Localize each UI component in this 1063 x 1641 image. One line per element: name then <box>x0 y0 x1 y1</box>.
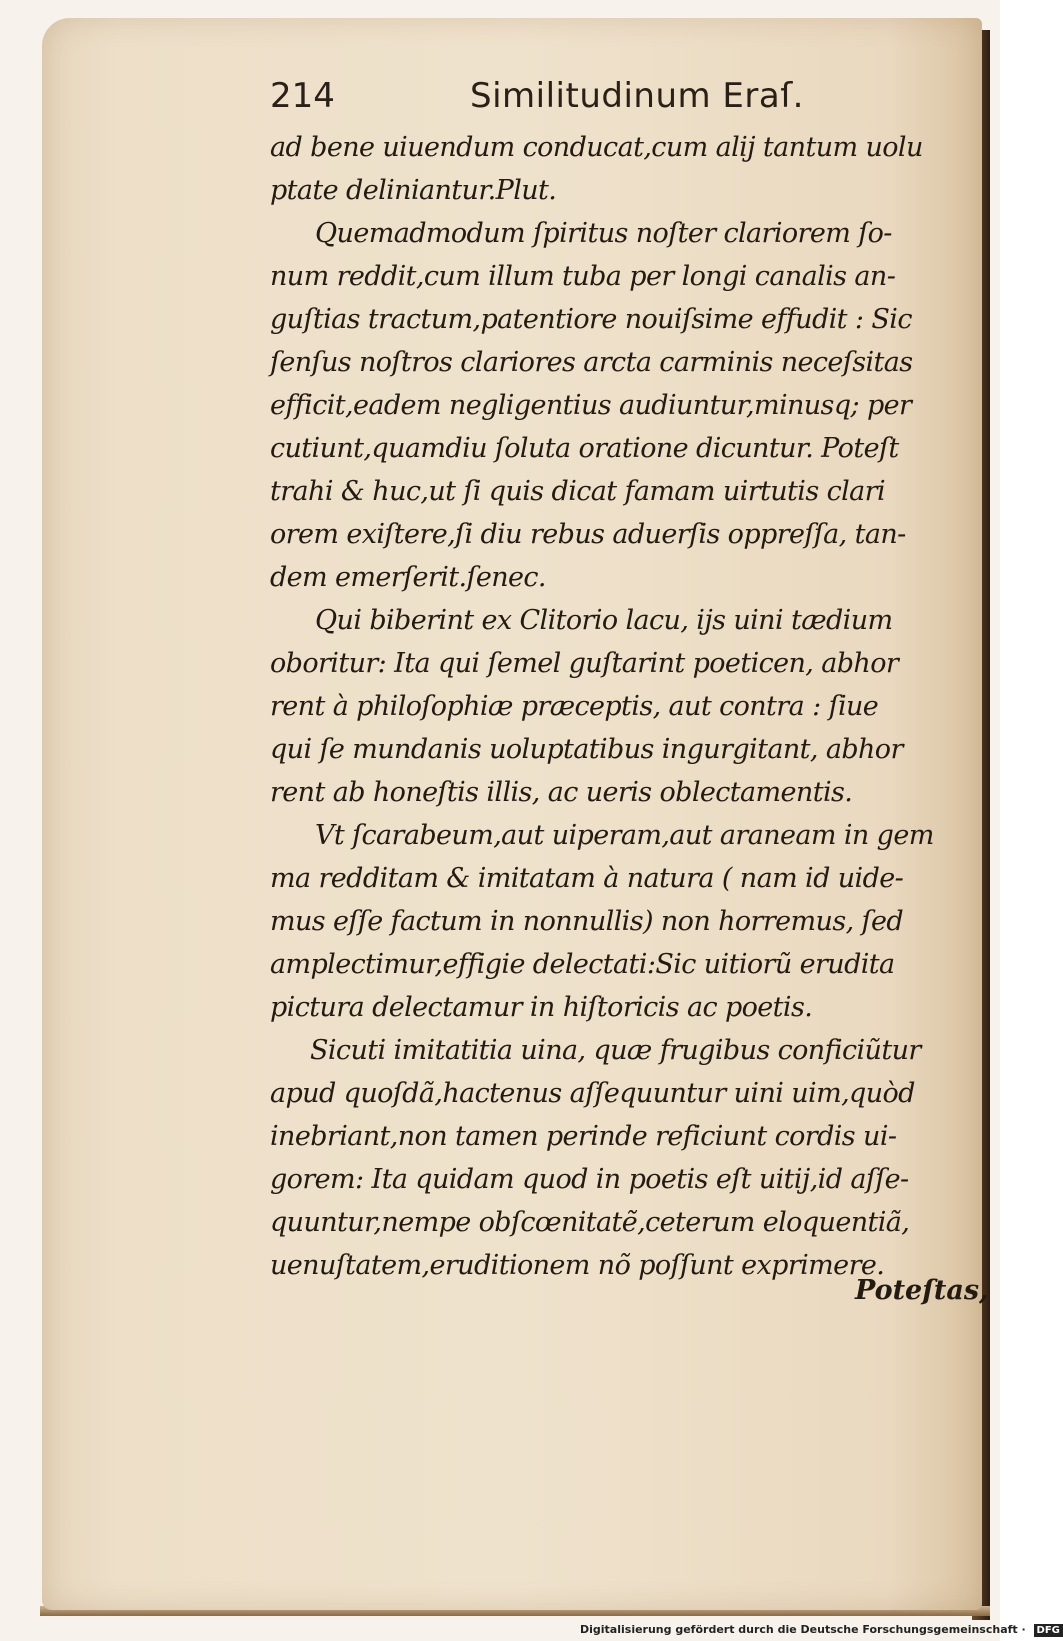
text-line: dem emerſerit.ſenec. <box>270 562 546 593</box>
text-line: trahi & huc,ut ſi quis dicat famam uirtutis clari <box>270 476 885 507</box>
paragraph-start-line: Qui biberint ex Clitorio lacu, ijs uini tædium <box>315 605 893 636</box>
footer-text: Digitalisierung gefördert durch die Deutsche Forschungsgemeinschaft · <box>580 1623 1026 1636</box>
page-number: 214 <box>270 76 335 116</box>
text-line: inebriant,non tamen perinde reficiunt cordis ui- <box>270 1121 897 1152</box>
paragraph-start-line: Sicuti imitatitia uina, quæ frugibus conficiũtur <box>310 1035 921 1066</box>
digitization-footer <box>580 1623 1063 1639</box>
text-line: gorem: Ita quidam quod in poetis eſt uitij,id aſſe- <box>270 1164 909 1195</box>
text-line: apud quoſdã,hactenus aſſequuntur uini uim,quòd <box>270 1078 915 1109</box>
dfg-logo: DFG <box>1034 1624 1063 1637</box>
text-line: amplectimur,effigie delectati:Sic uitiorũ erudita <box>270 949 895 980</box>
text-line: orem exiſtere,ſi diu rebus aduerſis oppreſſa, tan- <box>270 519 906 550</box>
text-line: pictura delectamur in hiſtoricis ac poetis. <box>270 992 813 1023</box>
text-line: ſenſus noſtros clariores arcta carminis neceſsitas <box>270 347 913 378</box>
catchword: Poteſtas, <box>855 1275 989 1306</box>
text-line: quuntur,nempe obſcœnitatẽ,ceterum eloquentiã, <box>270 1207 910 1238</box>
text-line: ad bene uiuendum conducat,cum alij tantum uolu <box>270 132 923 163</box>
text-line: num reddit,cum illum tuba per longi canalis an- <box>270 261 896 292</box>
text-line: ma redditam & imitatam à natura ( nam id uide- <box>270 863 904 894</box>
page-header <box>270 76 970 126</box>
text-line: oboritur: Ita qui ſemel guſtarint poeticen, abhor <box>270 648 899 679</box>
text-line: uenuſtatem,eruditionem nõ poſſunt exprimere. <box>270 1250 885 1281</box>
running-title: Similitudinum Eraſ. <box>470 76 804 116</box>
text-line: guſtias tractum,patentiore nouiſsime effudit : Sic <box>270 304 912 335</box>
text-line: rent ab honeſtis illis, ac ueris oblectamentis. <box>270 777 853 808</box>
text-line: ptate deliniantur.Plut. <box>270 175 557 206</box>
text-line: mus eſſe factum in nonnullis) non horremus, ſed <box>270 906 904 937</box>
paragraph-start-line: Quemadmodum ſpiritus noſter clariorem ſo- <box>315 218 892 249</box>
body-text <box>270 126 970 1287</box>
paragraph-start-line: Vt ſcarabeum,aut uiperam,aut araneam in gem <box>315 820 934 851</box>
text-line: qui ſe mundanis uoluptatibus ingurgitant, abhor <box>270 734 903 765</box>
text-line: efficit,eadem negligentius audiuntur,minusq; per <box>270 390 912 421</box>
text-line: rent à philoſophiæ præceptis, aut contra : ſiue <box>270 691 879 722</box>
text-line: cutiunt,quamdiu ſoluta oratione dicuntur. Poteſt <box>270 433 899 464</box>
